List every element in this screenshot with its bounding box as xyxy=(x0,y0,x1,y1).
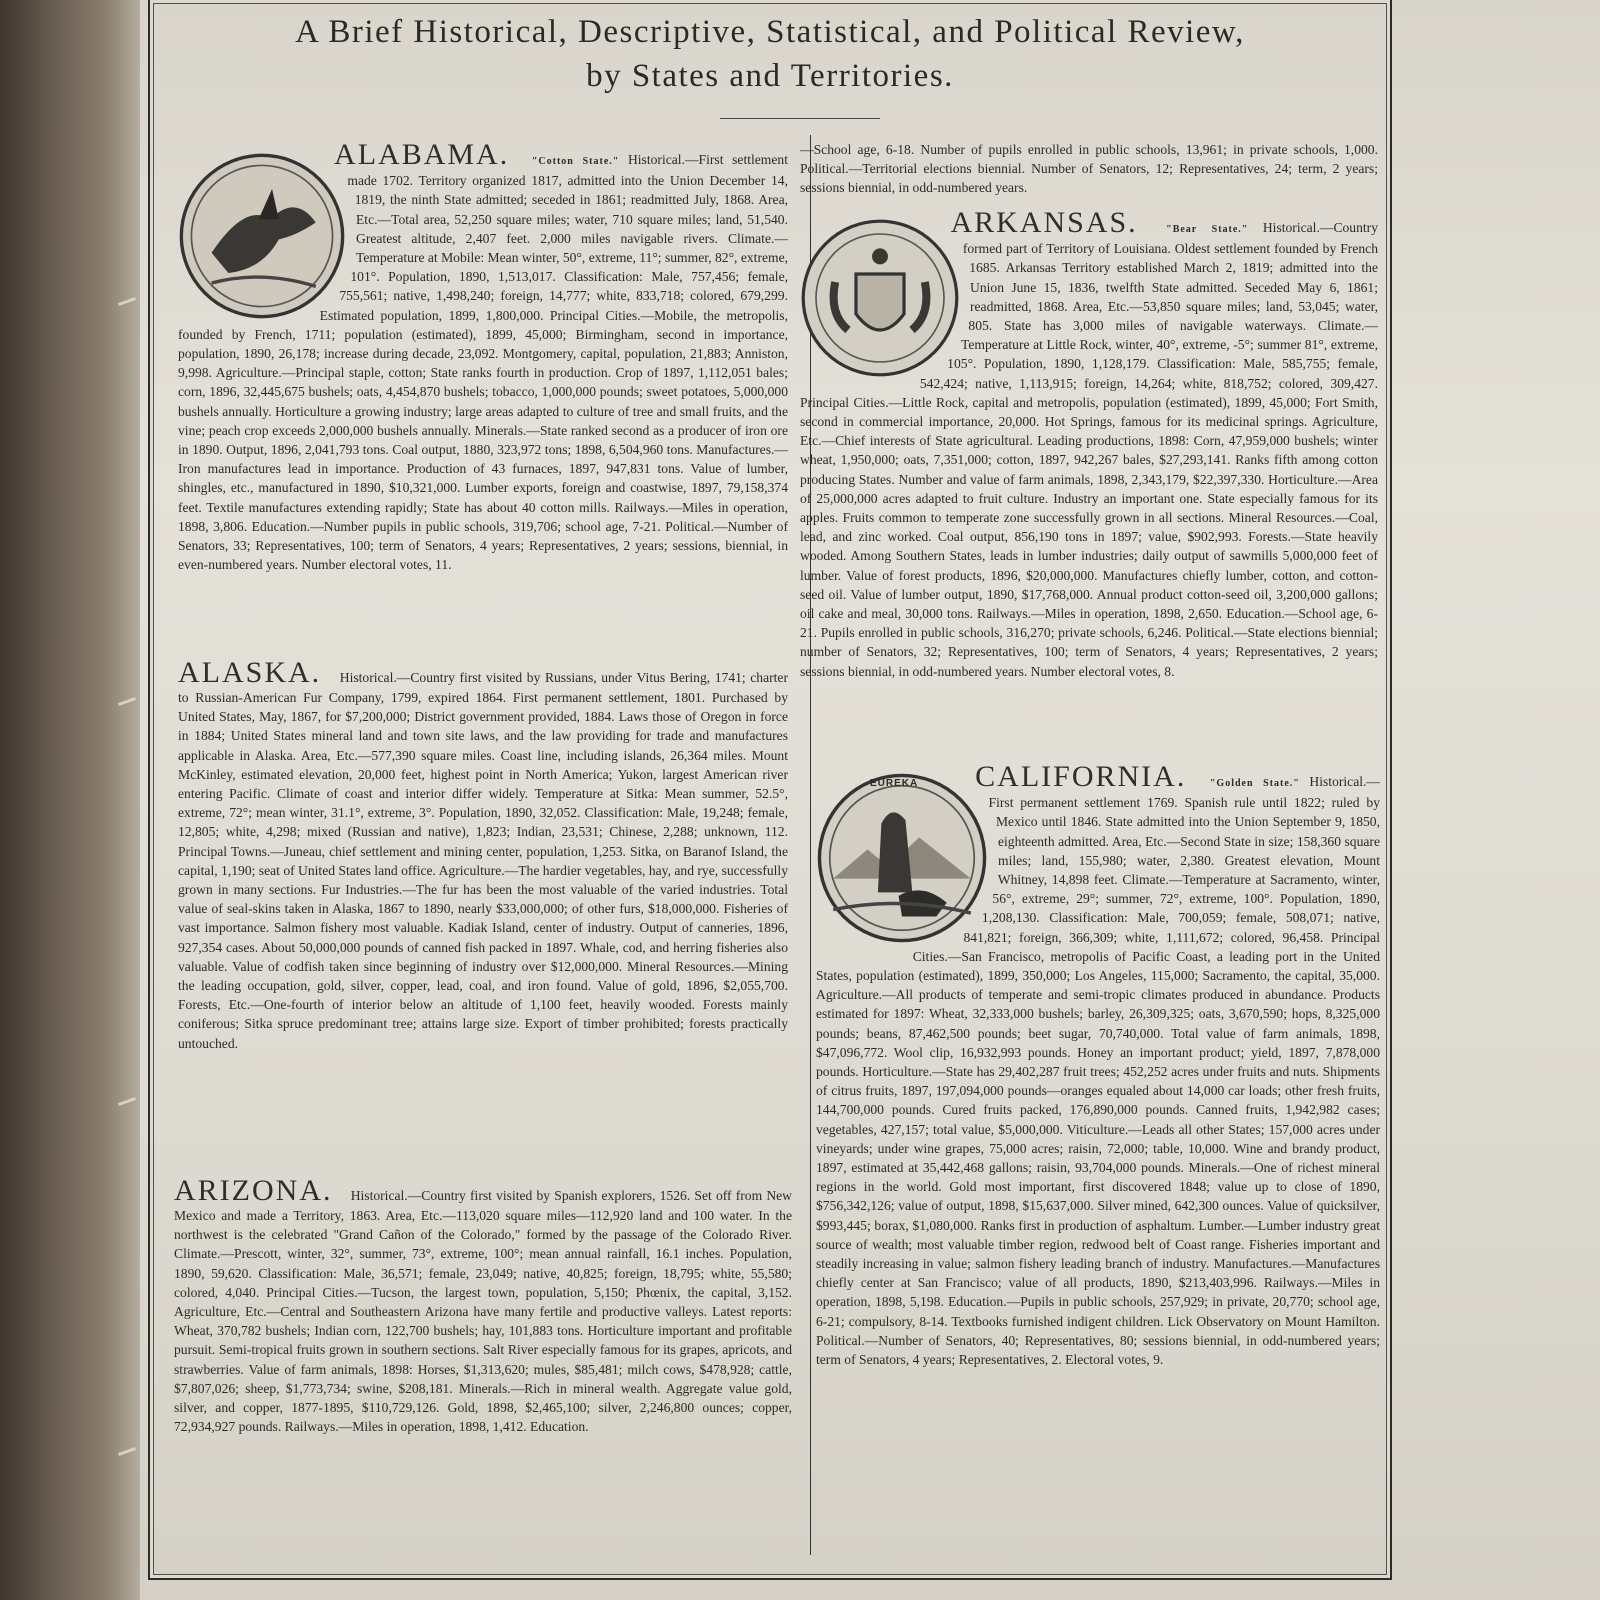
arkansas-section xyxy=(800,208,1378,681)
arizona-continuation-text: —School age, 6-18. Number of pupils enrolled in public schools, 13,961; in private schools, 1,000. Political.—Territorial elections biennial. Number of Senators, 12; Representatives, 24; term, 2 years; sessions biennial, in odd-numbered years. xyxy=(800,142,1378,196)
california-nickname: "Golden State." xyxy=(1209,778,1300,789)
state-name-alaska: ALASKA. xyxy=(178,656,322,689)
book-binding xyxy=(0,0,140,1600)
alabama-section xyxy=(178,140,788,574)
state-name-california: CALIFORNIA. xyxy=(975,760,1187,793)
alaska-section xyxy=(178,658,788,1053)
california-seal xyxy=(816,772,988,944)
alaska-text: Historical.—Country first visited by Russians, under Vitus Bering, 1741; charter to Russian-American Fur Company, 1799, expired 1864. First permanent settlement, 1801. Purchased by United States, May, 1867, for $7,200,000; District government provided, 1884. Laws those of Oregon in force in 1884; United States mineral land and town site laws, and the law providing for trade and manufactures applicable in Alaska. Area, Etc.—577,390 square miles. Coast line, including islands, 26,364 miles. Mount McKinley, estimated elevation, 20,000 feet, highest point in North America; Yukon, largest American river entering Pacific. Climate of coast and interior differ widely. Temperature at Sitka: Mean summer, 52.5°, extreme, 72°; mean winter, 31.1°, extreme, 3°. Population, 1890, 32,052. Classification: Male, 19,248; female, 12,805; white, 4,298; mixed (Russian and native), 1,823; Indian, 23,531; Chinese, 2,288; unknown, 112. Principal Towns.—Juneau, chief settlement and mining center, population, 1,253. Sitka, on Baranof Island, the capital, 1,190; seat of United States land office. Agriculture.—The hardier vegetables, hay, and rye, successfully grown in many sections. Fur Industries.—The fur has been the most valuable of the varied industries. Total value of seal-skins taken in Alaska, 1867 to 1890, nearly $33,000,000; of other furs, $18,000,000. Fisheries of vast importance. Salmon fishery most valuable. Kadiak Island, center of industry. Output of canneries, 1896, 927,354 cases. About 50,000,000 pounds of canned fish packed in 1897. Whale, cod, and herring fisheries also valuable. Value of codfish taken since beginning of industry over $12,000,000. Mineral Resources.—Mining the leading occupation, gold, silver, copper, lead, coal, and iron found. Value of gold, 1896, $2,055,700. Forests, Etc.—One-fourth of interior below an altitude of 1,100 feet, heavily wooded. Forests mainly coniferous; Sitka spruce predominant tree; attains large size. Export of timber prohibited; forests practically untouched. xyxy=(178,670,789,1051)
california-text: Historical.—First permanent settlement 1769. Spanish rule until 1822; ruled by Mexico until 1846. State admitted into the Union September 9, 1850, eighteenth admitted. Area, Etc.—Second State in size; 158,360 square miles; land, 155,980; water, 2,380. Greatest elevation, Mount Whitney, 14,898 feet. Climate.—Temperature at Sacramento, winter, 56°, extreme, 29°; summer, 72°, extreme, 100°. Population, 1890, 1,208,130. Classification: Male, 700,059; female, 508,071; native, 841,821; foreign, 366,309; white, 1,111,672; colored, 96,458. Principal Cities.—San Francisco, metropolis of Pacific Coast, a leading port in the United States, population (estimated), 1899, 350,000; Los Angeles, 115,000; Sacramento, the capital, 35,000. Agriculture.—All products of temperate and semi-tropic climates produced in abundance. Products estimated for 1897: Wheat, 32,333,000 bushels; barley, 26,309,325; oats, 3,670,590; hops, 8,325,000 pounds; beans, 87,462,500 pounds; beet sugar, 70,740,000. Total value of farm animals, 1898, $47,096,772. Wool clip, 16,932,993 pounds. Honey an important product; yield, 1897, 7,878,000 pounds. Horticulture.—State has 29,402,287 fruit trees; 452,252 acres under fruits and nuts. Shipments of citrus fruits, 1897, 197,094,000 pounds—oranges equaled about 14,000 car loads; other fresh fruits, 144,700,000 pounds. Cured fruits packed, 176,890,000 pounds. Canned fruits, 1,942,982 cases; vegetables, 427,157; total value, $5,000,000. Viticulture.—Leads all other States; 157,000 acres under vineyards; under wine grapes, 75,000 acres; raisin, 72,000; table, 10,000. Wine and brandy product, 1897, estimated at 35,442,468 gallons; raisin, 93,704,000 pounds. Minerals.—One of richest mineral regions in the world. Gold most important, first discovered 1848; value up to close of 1890, $756,342,126; value of output, 1898, $15,637,000. Silver mined, 642,300 ounces. Value of quicksilver, $993,445; borax, $1,080,000. Ranks first in production of asphaltum. Lumber.—Lumber industry great source of wealth; most valuable timber region, redwood belt of Coast range. Fisheries important and steadily increasing in value; salmon fishery leading branch of industry. Manufactures.—Manufactures chiefly center at San Francisco; value of all products, 1890, $213,403,996. Railways.—Miles in operation, 1898, 5,198. Education.—Pupils in public schools, 257,929; in private, 20,770; school age, 6-21; compulsory, 8-14. Textbooks furnished indigent children. Lick Observatory on Mount Hamilton. Political.—Number of Senators, 40; Representatives, 80; sessions biennial, in odd-numbered years; term of Senators, 4 years; Representatives, 2. Electoral votes, 9. xyxy=(816,774,1381,1368)
title-rule xyxy=(720,118,880,119)
arizona-section xyxy=(174,1176,792,1436)
alabama-nickname: "Cotton State." xyxy=(531,156,620,167)
alabama-text: Historical.—First settlement made 1702. Territory organized 1817, admitted into the Union December 14, 1819, the ninth State admitted; seceded in 1861; readmitted July, 1868. Area, Etc.—Total area, 52,250 square miles; water, 710 square miles; land, 51,540. Greatest altitude, 2,407 feet. 2,000 miles navigable rivers. Climate.—Temperature at Mobile: Mean winter, 50°, extreme, 11°; summer, 82°, extreme, 101°. Population, 1890, 1,513,017. Classification: Male, 757,456; female, 755,561; native, 1,498,240; foreign, 14,777; white, 833,718; colored, 679,299. Estimated population, 1899, 1,800,000. Principal Cities.—Mobile, the metropolis, founded by French, 1711; population (estimated), 1899, 45,000; Birmingham, second in importance, population, 1890, 26,178; increase during decade, 23,092. Montgomery, capital, population, 21,883; Anniston, 9,998. Agriculture.—Principal staple, cotton; State ranks fourth in production. Crop of 1897, 1,112,051 bales; corn, 1896, 32,445,675 bushels; oats, 4,454,870 bushels; tobacco, 1,000,000 pounds; sweet potatoes, 5,000,000 bushels annually. Horticulture a growing industry; large areas adapted to culture of tree and small fruits, and the vine; peach crop exceeds 2,000,000 bushels annually. Minerals.—State ranked second as a producer of iron ore in 1890. Output, 1896, 2,041,793 tons. Coal output, 1880, 323,972 tons; 1898, 6,504,960 tons. Manufactures.—Iron manufactures lead in importance. Production of 43 furnaces, 1897, 947,831 tons. Value of lumber, shingles, etc., manufactured in 1890, $10,321,000. Lumber exports, foreign and coastwise, 1897, 79,158,374 feet. Textile manufactures extending rapidly; State has about 40 cotton mills. Railways.—Miles in operation, 1898, 3,806. Education.—Number pupils in public schools, 319,706; school age, 7-21. Political.—Number of Senators, 33; Representatives, 100; term of Senators, 4 years; Representatives, 2 years; sessions, biennial, in even-numbered years. Number electoral votes, 11. xyxy=(178,152,789,573)
state-name-arkansas: ARKANSAS. xyxy=(950,206,1138,239)
arkansas-nickname: "Bear State." xyxy=(1166,224,1249,235)
state-name-arizona: ARIZONA. xyxy=(174,1174,333,1207)
arizona-text: Historical.—Country first visited by Spanish explorers, 1526. Set off from New Mexico and made a Territory, 1863. Area, Etc.—113,020 square miles—112,920 land and 100 water. In the northwest is the celebrated "Grand Cañon of the Colorado," formed by the passage of the Colorado River. Climate.—Prescott, winter, 32°, summer, 73°, extreme, 100°; mean annual rainfall, 16.1 inches. Population, 1890, 59,620. Classification: Male, 36,571; female, 23,049; native, 40,825; foreign, 18,795; white, 55,580; colored, 4,040. Principal Cities.—Tucson, the largest town, population, 5,150; Phœnix, the capital, 3,152. Agriculture, Etc.—Central and Southeastern Arizona have many fertile and productive valleys. Latest reports: Wheat, 370,782 bushels; Indian corn, 122,700 bushels; hay, 101,883 tons. Horticulture important and profitable pursuit. Semi-tropical fruits grown in southern sections. Salt River especially famous for its grapes, apricots, and strawberries. Value of farm animals, 1898: Horses, $1,313,620; mules, $85,481; milch cows, $478,928; cattle, $7,807,026; sheep, $1,773,734; swine, $208,181. Minerals.—Rich in mineral wealth. Aggregate value gold, silver, and copper, 1877-1895, $110,729,126. Gold, 1898, $2,465,100; silver, 2,246,800 ounces; copper, 72,934,927 pounds. Railways.—Miles in operation, 1898, 1,412. Education. xyxy=(174,1188,793,1435)
page-title-line-1: A Brief Historical, Descriptive, Statistical, and Political Review, xyxy=(295,14,1245,50)
alabama-seal xyxy=(178,152,346,320)
california-section xyxy=(816,762,1380,1369)
arkansas-seal xyxy=(800,218,960,378)
arizona-continuation xyxy=(800,140,1378,198)
state-name-alabama: ALABAMA. xyxy=(334,138,510,171)
arkansas-text: Historical.—Country formed part of Territory of Louisiana. Oldest settlement founded by French 1685. Arkansas Territory established March 2, 1819; admitted into the Union June 15, 1836, twelfth State admitted. Seceded May 6, 1861; readmitted, 1868. Area, Etc.—53,850 square miles; land, 53,045; water, 805. State has 3,000 miles of navigable waterways. Climate.—Temperature at Little Rock, winter, 40°, extreme, -5°; summer 81°, extreme, 105°. Population, 1890, 1,128,179. Classification: Male, 585,755; female, 542,424; native, 1,113,915; foreign, 14,264; white, 818,752; colored, 309,427. Principal Cities.—Little Rock, capital and metropolis, population (estimated), 1899, 45,000; Fort Smith, second in commercial importance, 20,000. Hot Springs, famous for its medicinal springs. Agriculture, Etc.—Chief interests of State agricultural. Leading productions, 1898: Corn, 47,959,000 bushels; winter wheat, 1,950,000; oats, 7,351,000; cotton, 1897, 942,267 bales, $27,293,141. Ranks fifth among cotton producing States. Number and value of farm animals, 1898, 2,343,179, $22,397,330. Horticulture.—Area of 25,000,000 acres adapted to fruit culture. Industry an important one. State especially famous for its apples. Fruits common to temperate zone successfully grown in all sections. Mineral Resources.—Coal, lead, and zinc worked. Coal output, 856,190 tons in 1897; value, $902,993. Forests.—State heavily wooded. Among Southern States, leads in lumber industries; daily output of sawmills 5,000,000 feet of lumber. Value of forest products, 1896, $20,000,000. Manufactures chiefly lumber, cotton, and cotton-seed oil. Value of lumber output, 1890, $17,768,000. Annual product cotton-seed oil, 3,200,000 gallons; oil cake and meal, 30,000 tons. Railways.—Miles in operation, 1898, 2,650. Education.—School age, 6-21. Pupils enrolled in public schools, 316,270; private schools, 6,246. Political.—State elections biennial; number of Senators, 32; Representatives, 100; term of Senators, 4 years; Representatives, 2 years; sessions biennial, in odd-numbered years. Number electoral votes, 8. xyxy=(800,220,1378,679)
page-title-line-2: by States and Territories. xyxy=(586,58,954,94)
california-seal-label: EUREKA xyxy=(870,778,919,789)
